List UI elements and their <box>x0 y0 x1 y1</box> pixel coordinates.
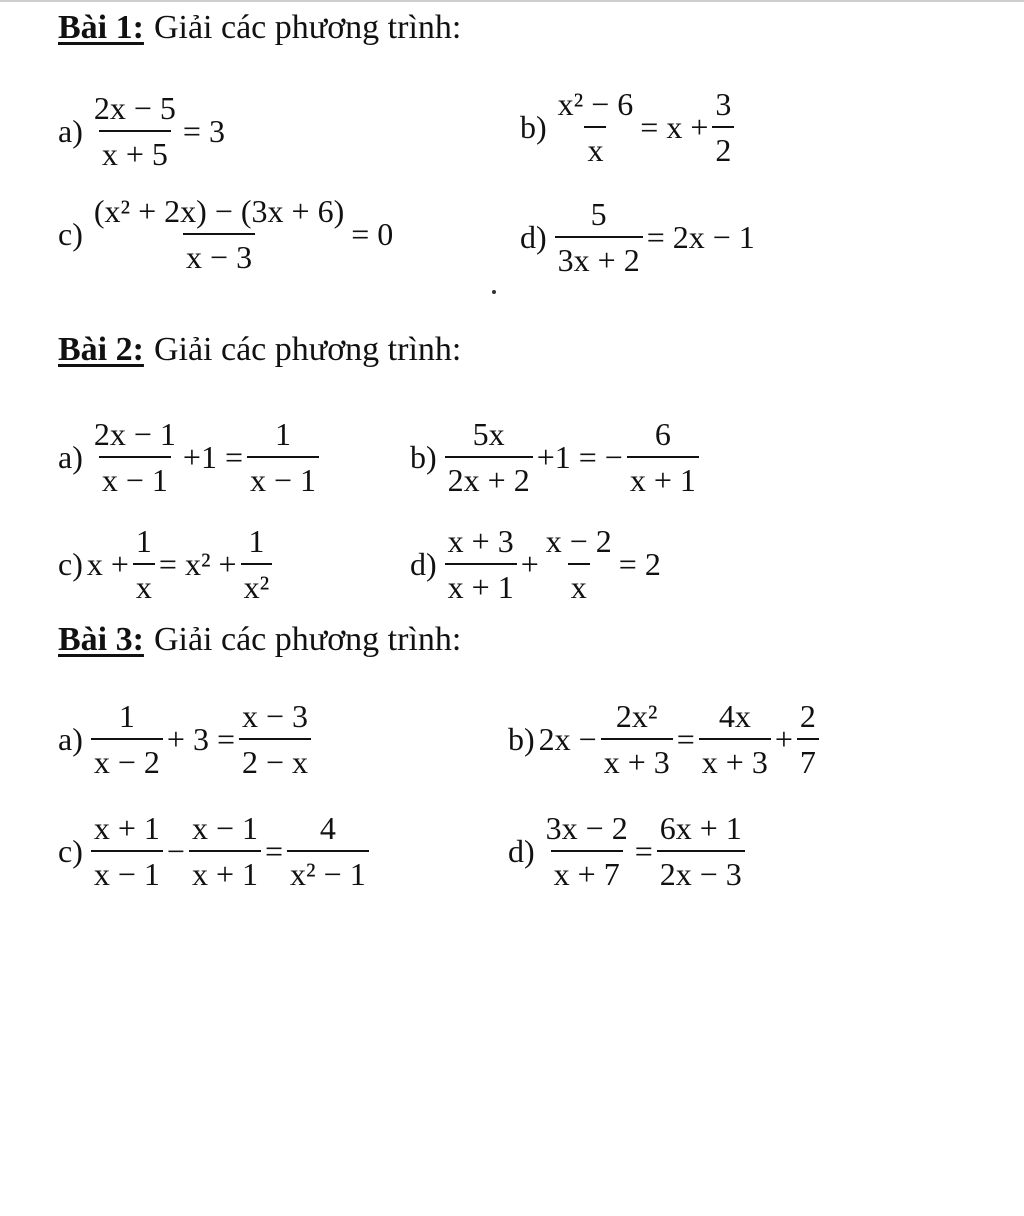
denominator: x + 3 <box>699 738 771 778</box>
numerator: 5x <box>472 416 505 452</box>
eq-middle: − <box>166 833 185 869</box>
fraction <box>91 92 179 170</box>
eq-label: a) <box>58 439 83 475</box>
eq-middle: = <box>634 833 653 869</box>
eq-middle: +1 = <box>182 439 243 475</box>
numerator: x − 1 <box>191 810 258 846</box>
numerator: 2x − 5 <box>93 90 176 126</box>
eq-2a <box>58 418 323 496</box>
eq-1b <box>520 88 738 166</box>
eq-3b <box>508 700 823 778</box>
numerator: 1 <box>248 523 265 559</box>
numerator: 3 <box>715 86 732 122</box>
denominator: x + 1 <box>189 850 261 890</box>
denominator: 2 − x <box>239 738 311 778</box>
eq-label: d) <box>410 546 437 582</box>
section-2-heading <box>58 330 461 370</box>
denominator: 2x + 2 <box>445 456 533 496</box>
numerator: 2x − 1 <box>93 416 176 452</box>
eq-1a <box>58 92 225 170</box>
eq-middle: +1 = − <box>536 439 623 475</box>
numerator: 1 <box>135 523 152 559</box>
eq-label: b) <box>508 721 535 757</box>
denominator: x − 1 <box>91 850 163 890</box>
numerator: x − 3 <box>242 698 309 734</box>
numerator: 2x² <box>615 698 658 734</box>
denominator: x² <box>241 563 273 603</box>
fraction <box>601 700 673 778</box>
stray-dot <box>492 290 496 294</box>
numerator: 6x + 1 <box>659 810 742 846</box>
denominator: x − 1 <box>247 456 319 496</box>
section-1-title: Giải các phương trình: <box>153 9 462 46</box>
fraction <box>91 418 179 496</box>
numerator: x² − 6 <box>557 86 634 122</box>
fraction <box>445 525 517 603</box>
denominator: x² − 1 <box>287 850 369 890</box>
fraction <box>241 525 273 603</box>
denominator: x − 1 <box>99 456 171 496</box>
section-3-heading <box>58 620 461 660</box>
eq-2d <box>410 525 661 603</box>
numerator: 5 <box>590 196 607 232</box>
numerator: 3x − 2 <box>545 810 628 846</box>
denominator: x <box>584 126 606 166</box>
section-2-title: Giải các phương trình: <box>153 331 462 368</box>
fraction <box>239 700 311 778</box>
fraction <box>555 88 637 166</box>
fraction <box>657 812 745 890</box>
eq-middle: = <box>676 721 695 757</box>
eq-rhs: = 0 <box>351 216 394 252</box>
denominator: x + 5 <box>99 130 171 170</box>
fraction <box>627 418 699 496</box>
eq-label: a) <box>58 721 83 757</box>
denominator: 2 <box>712 126 734 166</box>
denominator: x <box>568 563 590 603</box>
section-3-number: Bài 3: <box>58 621 144 658</box>
eq-middle: = <box>265 833 284 869</box>
eq-label: b) <box>520 109 547 145</box>
numerator: 4x <box>718 698 751 734</box>
numerator: x + 3 <box>447 523 514 559</box>
eq-1d <box>520 198 755 276</box>
eq-middle: = x² + <box>158 546 237 582</box>
eq-middle: + <box>774 721 793 757</box>
numerator: 2 <box>799 698 816 734</box>
eq-label: d) <box>520 219 547 255</box>
eq-2b <box>410 418 703 496</box>
numerator: 6 <box>654 416 671 452</box>
fraction <box>555 198 643 276</box>
eq-label: c) <box>58 216 83 252</box>
fraction <box>91 195 347 273</box>
fraction <box>699 700 771 778</box>
section-1-heading <box>58 8 461 48</box>
fraction <box>543 525 615 603</box>
eq-prefix: 2x − <box>538 721 597 757</box>
eq-label: c) <box>58 546 83 582</box>
eq-rhs: = 2 <box>618 546 661 582</box>
denominator: x + 1 <box>445 563 517 603</box>
numerator: 1 <box>118 698 135 734</box>
eq-3a <box>58 700 315 778</box>
eq-middle: + <box>520 546 539 582</box>
eq-label: a) <box>58 113 83 149</box>
eq-rhs: = 2x − 1 <box>646 219 755 255</box>
eq-middle: = x + <box>640 109 709 145</box>
section-1-number: Bài 1: <box>58 9 144 46</box>
numerator: 4 <box>319 810 336 846</box>
denominator: x + 3 <box>601 738 673 778</box>
denominator: x + 7 <box>551 850 623 890</box>
fraction <box>445 418 533 496</box>
fraction <box>287 812 369 890</box>
denominator: x − 3 <box>183 233 255 273</box>
eq-3d <box>508 812 749 890</box>
section-3-title: Giải các phương trình: <box>153 621 462 658</box>
eq-2c <box>58 525 276 603</box>
top-border <box>0 0 1024 2</box>
eq-label: b) <box>410 439 437 475</box>
fraction <box>91 812 163 890</box>
eq-rhs: = 3 <box>182 113 225 149</box>
numerator: x − 2 <box>545 523 612 559</box>
section-2-number: Bài 2: <box>58 331 144 368</box>
denominator: 3x + 2 <box>555 236 643 276</box>
eq-3c <box>58 812 373 890</box>
eq-1c <box>58 195 393 273</box>
eq-label: c) <box>58 833 83 869</box>
eq-prefix: x + <box>86 546 129 582</box>
denominator: 7 <box>797 738 819 778</box>
denominator: x <box>133 563 155 603</box>
denominator: 2x − 3 <box>657 850 745 890</box>
fraction <box>247 418 319 496</box>
denominator: x + 1 <box>627 456 699 496</box>
fraction <box>712 88 734 166</box>
eq-label: d) <box>508 833 535 869</box>
denominator: x − 2 <box>91 738 163 778</box>
numerator: x + 1 <box>93 810 160 846</box>
fraction <box>543 812 631 890</box>
fraction <box>91 700 163 778</box>
fraction <box>133 525 155 603</box>
numerator: (x² + 2x) − (3x + 6) <box>93 193 345 229</box>
numerator: 1 <box>275 416 292 452</box>
fraction <box>189 812 261 890</box>
eq-middle: + 3 = <box>166 721 235 757</box>
fraction <box>797 700 819 778</box>
